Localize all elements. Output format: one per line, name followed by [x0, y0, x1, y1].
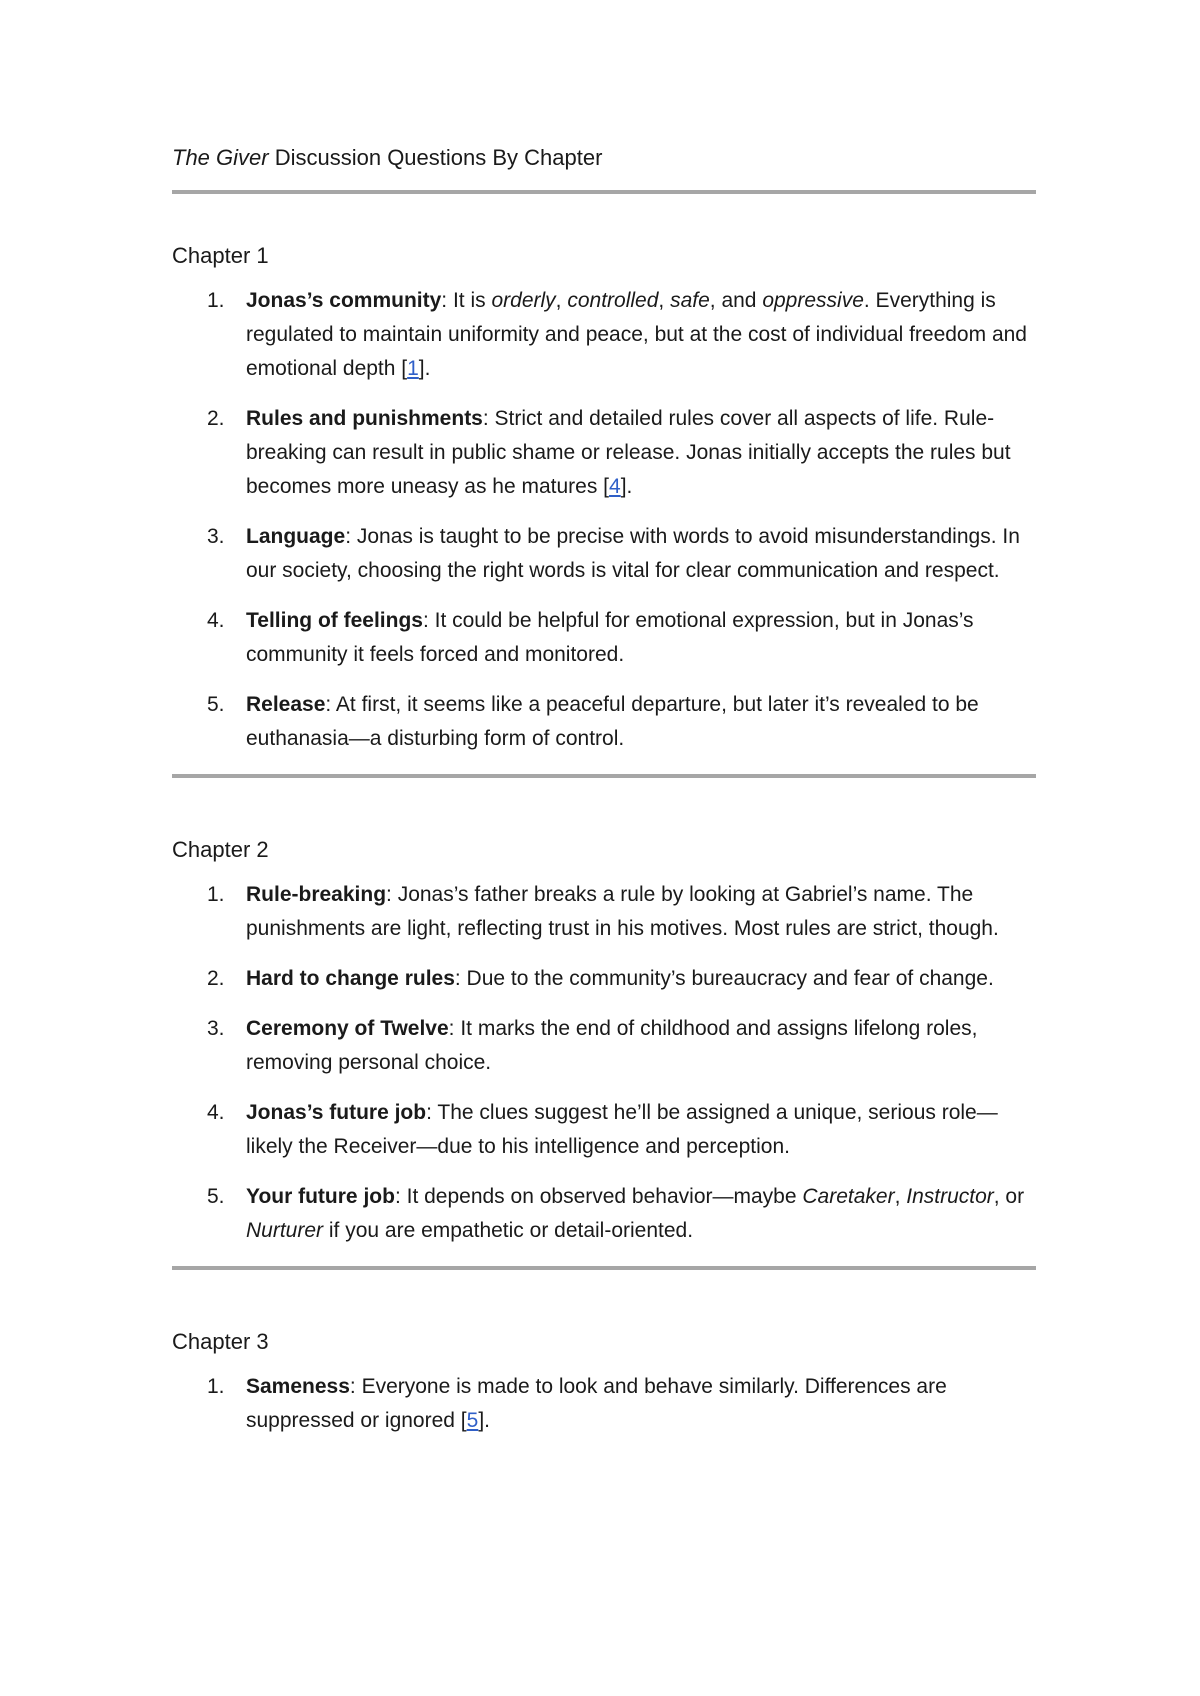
title-divider — [172, 190, 1036, 194]
question-term: Rule-breaking — [246, 883, 387, 906]
chapter-heading: Chapter 1 — [172, 243, 269, 268]
question-term: Rules and punishments — [246, 407, 483, 430]
answer-text: : Jonas is taught to be precise with words to avoid misunderstandings. In our society, choosing the right words is vital for clear communication and respect. — [246, 525, 1020, 582]
emphasized-text: controlled — [567, 289, 659, 312]
answer-text: . Everything is regulated to maintain uniformity and peace, but at the cost of individual freedom and emotional depth [ — [246, 289, 1027, 380]
citation-link[interactable]: 4 — [609, 475, 621, 498]
chapters-container — [172, 238, 1036, 1438]
answer-text: ]. — [620, 475, 633, 498]
emphasized-text: Nurturer — [246, 1219, 324, 1242]
answer-text: , — [555, 289, 568, 312]
book-title: The Giver — [172, 145, 269, 170]
answer-text: : The clues suggest he’ll be assigned a unique, serious role—likely the Receiver—due to his intelligence and perception. — [246, 1101, 998, 1158]
question-number: 4. — [207, 1101, 225, 1124]
citation-link[interactable]: 5 — [466, 1409, 479, 1432]
question-number: 1. — [207, 883, 225, 906]
document-page — [172, 140, 1036, 1438]
question-number: 1. — [207, 289, 225, 312]
emphasized-text: oppressive — [762, 289, 864, 312]
question-item — [172, 284, 1036, 386]
answer-text: ]. — [478, 1409, 490, 1432]
document-title — [172, 140, 1036, 176]
question-term: Your future job — [246, 1185, 395, 1208]
answer-text: ]. — [418, 357, 431, 380]
title-rest: Discussion Questions By Chapter — [268, 145, 603, 170]
chapter-heading: Chapter 3 — [172, 1329, 269, 1354]
question-item — [172, 520, 1036, 588]
section-divider — [172, 1266, 1036, 1270]
answer-text: : It marks the end of childhood and assigns lifelong roles, removing personal choice. — [246, 1017, 978, 1074]
question-term: Hard to change rules — [246, 967, 455, 990]
question-term: Release — [246, 693, 326, 716]
question-item — [172, 1096, 1036, 1164]
answer-text: , — [658, 289, 671, 312]
question-item — [172, 402, 1036, 504]
answer-text: , or — [993, 1185, 1025, 1208]
question-number: 3. — [207, 1017, 225, 1040]
emphasized-text: Caretaker — [802, 1185, 895, 1208]
question-item — [172, 1012, 1036, 1080]
question-term: Language — [246, 525, 346, 548]
answer-text: : It depends on observed behavior—maybe — [394, 1185, 803, 1208]
question-item — [172, 878, 1036, 946]
answer-text: if you are empathetic or detail-oriented. — [323, 1219, 694, 1242]
answer-text: : It could be helpful for emotional expression, but in Jonas’s community it feels forced and monitored. — [246, 609, 974, 666]
emphasized-text: orderly — [491, 289, 556, 312]
question-term: Jonas’s future job — [246, 1101, 427, 1124]
question-list — [172, 878, 1036, 1248]
answer-text: : At first, it seems like a peaceful departure, but later it’s revealed to be euthanasia—a disturbing form of control. — [246, 693, 979, 750]
answer-text: , — [894, 1185, 907, 1208]
question-term: Sameness — [246, 1375, 350, 1398]
question-term: Ceremony of Twelve — [246, 1017, 449, 1040]
question-number: 5. — [207, 693, 225, 716]
answer-text: : Everyone is made to look and behave similarly. Differences are suppressed or ignored [ — [246, 1375, 947, 1432]
answer-text: : It is — [441, 289, 492, 312]
answer-text: : Due to the community’s bureaucracy and fear of change. — [454, 967, 994, 990]
question-item — [172, 1180, 1036, 1248]
citation-link[interactable]: 1 — [407, 357, 419, 380]
emphasized-text: safe — [670, 289, 710, 312]
question-number: 1. — [207, 1375, 225, 1398]
answer-text: : Jonas’s father breaks a rule by looking at Gabriel’s name. The punishments are light, reflecting trust in his motives. Most rules are strict, though. — [246, 883, 999, 940]
question-item — [172, 604, 1036, 672]
question-item — [172, 962, 1036, 996]
question-list — [172, 1370, 1036, 1438]
section-divider — [172, 774, 1036, 778]
question-term: Jonas’s community — [246, 289, 442, 312]
question-number: 3. — [207, 525, 225, 548]
question-list — [172, 284, 1036, 756]
question-item — [172, 1370, 1036, 1438]
question-term: Telling of feelings — [246, 609, 423, 632]
answer-text: : Strict and detailed rules cover all aspects of life. Rule-breaking can result in public shame or release. Jonas initially accepts the rules but becomes more uneasy as he matures [ — [246, 407, 1011, 498]
answer-text: , and — [709, 289, 763, 312]
question-number: 2. — [207, 407, 225, 430]
chapter-heading: Chapter 2 — [172, 837, 269, 862]
question-number: 5. — [207, 1185, 225, 1208]
question-number: 4. — [207, 609, 225, 632]
emphasized-text: Instructor — [906, 1185, 994, 1208]
question-item — [172, 688, 1036, 756]
question-number: 2. — [207, 967, 225, 990]
